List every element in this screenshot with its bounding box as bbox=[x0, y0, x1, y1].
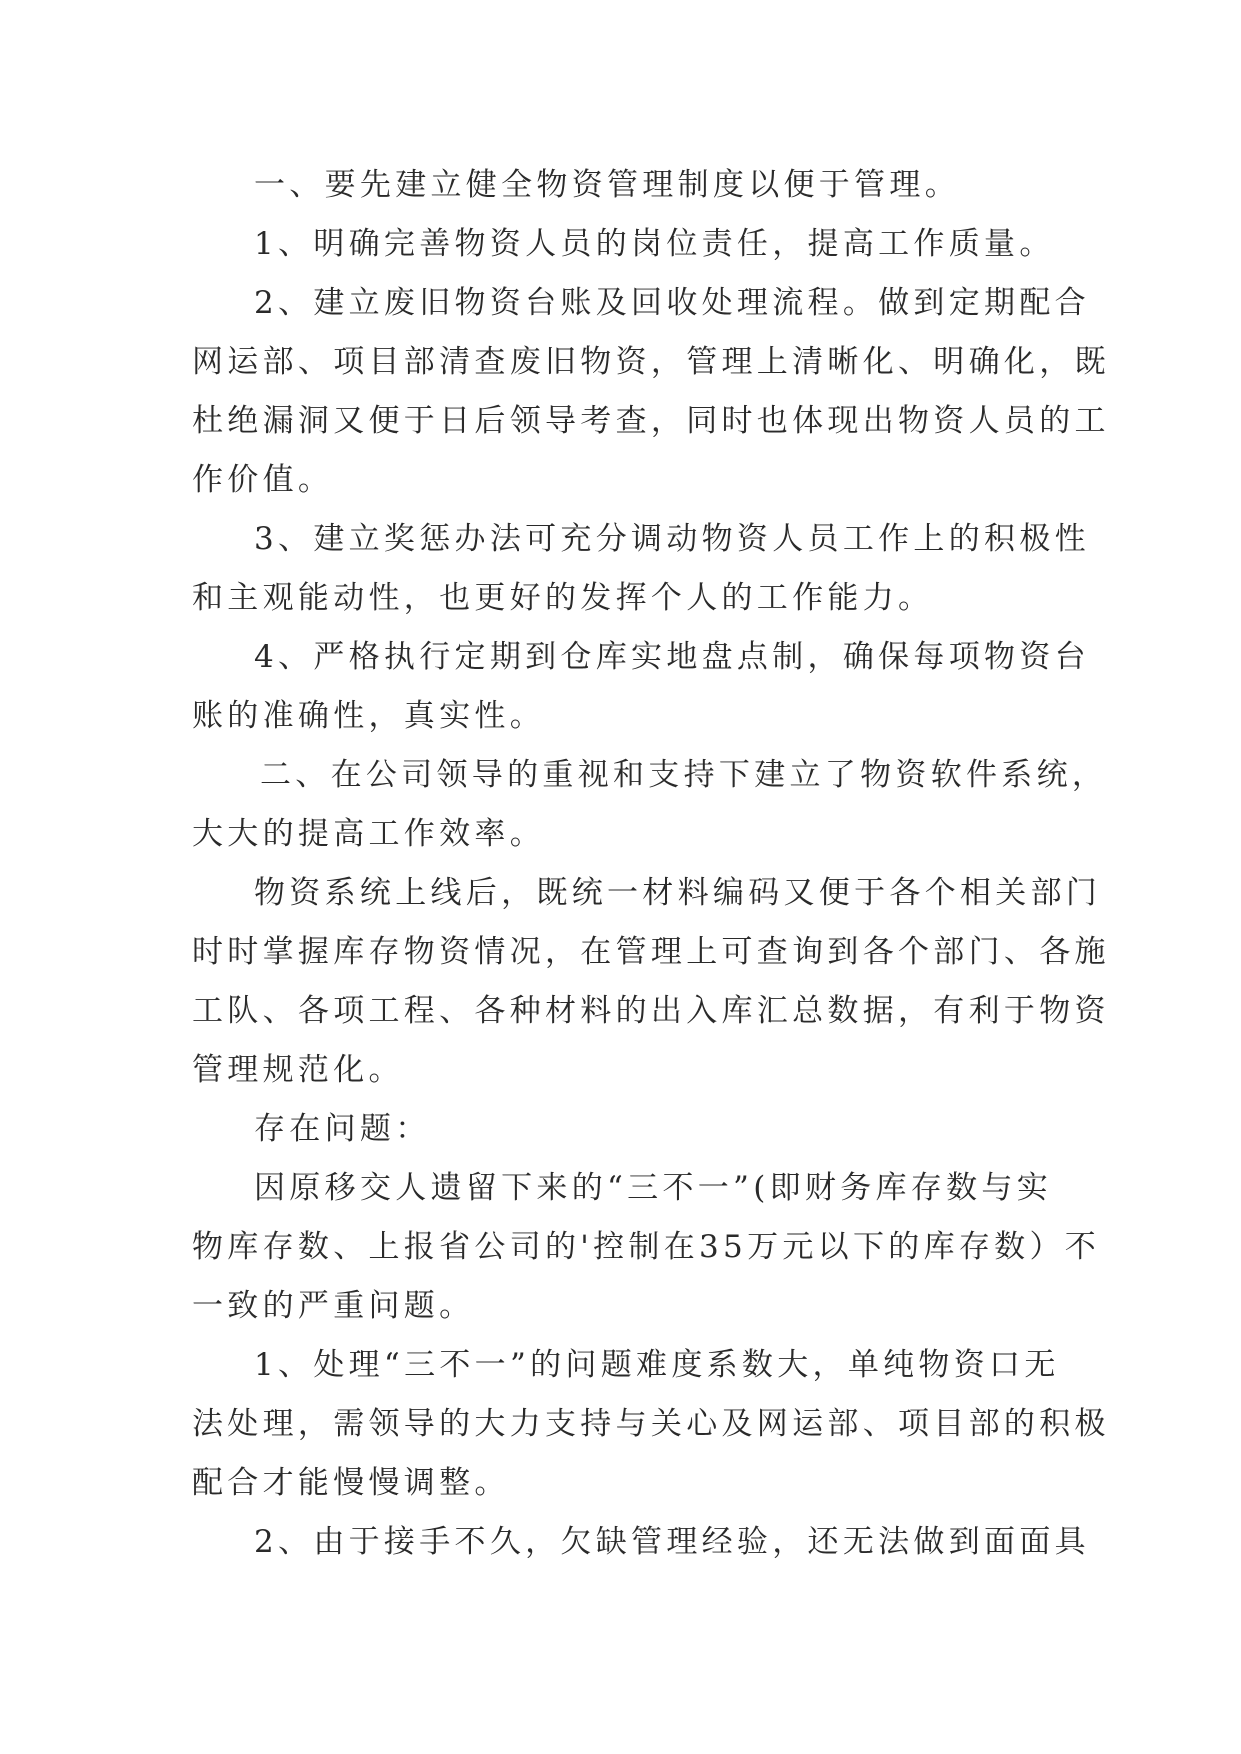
list-item-1-2-line-3: 杜绝漏洞又便于日后领导考查，同时也体现出物资人员的工 bbox=[192, 403, 1110, 439]
list-item-1-3-line-1: 3、建立奖惩办法可充分调动物资人员工作上的积极性 bbox=[254, 521, 1090, 557]
list-item-1-4-line-2: 账的准确性，真实性。 bbox=[192, 698, 545, 734]
body-paragraph-line-1: 物资系统上线后，既统一材料编码又便于各个相关部门 bbox=[254, 875, 1102, 911]
issues-paragraph-line-3: 一致的严重问题。 bbox=[192, 1288, 475, 1324]
issues-heading: 存在问题： bbox=[254, 1111, 431, 1147]
list-item-1-2-line-2: 网运部、项目部清查废旧物资，管理上清晰化、明确化，既 bbox=[192, 344, 1110, 380]
list-item-1-3-line-2: 和主观能动性，也更好的发挥个人的工作能力。 bbox=[192, 580, 934, 616]
issues-paragraph-line-1: 因原移交人遗留下来的“三不一”(即财务库存数与实 bbox=[254, 1170, 1052, 1206]
issue-item-1-line-1: 1、处理“三不一”的问题难度系数大，单纯物资口无 bbox=[254, 1347, 1060, 1383]
issue-item-2-line-1: 2、由于接手不久，欠缺管理经验，还无法做到面面具 bbox=[254, 1524, 1090, 1560]
issues-paragraph-line-2: 物库存数、上报省公司的'控制在35万元以下的库存数）不 bbox=[192, 1229, 1101, 1265]
body-paragraph-line-2: 时时掌握库存物资情况，在管理上可查询到各个部门、各施 bbox=[192, 934, 1110, 970]
list-item-1-1: 1、明确完善物资人员的岗位责任，提高工作质量。 bbox=[254, 226, 1055, 262]
list-item-1-4-line-1: 4、严格执行定期到仓库实地盘点制，确保每项物资台 bbox=[254, 639, 1090, 675]
section-heading-2-line-2: 大大的提高工作效率。 bbox=[192, 816, 545, 852]
body-paragraph-line-4: 管理规范化。 bbox=[192, 1052, 404, 1088]
issue-item-1-line-3: 配合才能慢慢调整。 bbox=[192, 1465, 510, 1501]
section-heading-2-line-1: 二、在公司领导的重视和支持下建立了物资软件系统， bbox=[260, 757, 1108, 793]
issue-item-1-line-2: 法处理，需领导的大力支持与关心及网运部、项目部的积极 bbox=[192, 1406, 1110, 1442]
list-item-1-2-line-4: 作价值。 bbox=[192, 462, 334, 498]
list-item-1-2-line-1: 2、建立废旧物资台账及回收处理流程。做到定期配合 bbox=[254, 285, 1090, 321]
section-heading-1: 一、要先建立健全物资管理制度以便于管理。 bbox=[254, 167, 960, 203]
body-paragraph-line-3: 工队、各项工程、各种材料的出入库汇总数据，有利于物资 bbox=[192, 993, 1110, 1029]
